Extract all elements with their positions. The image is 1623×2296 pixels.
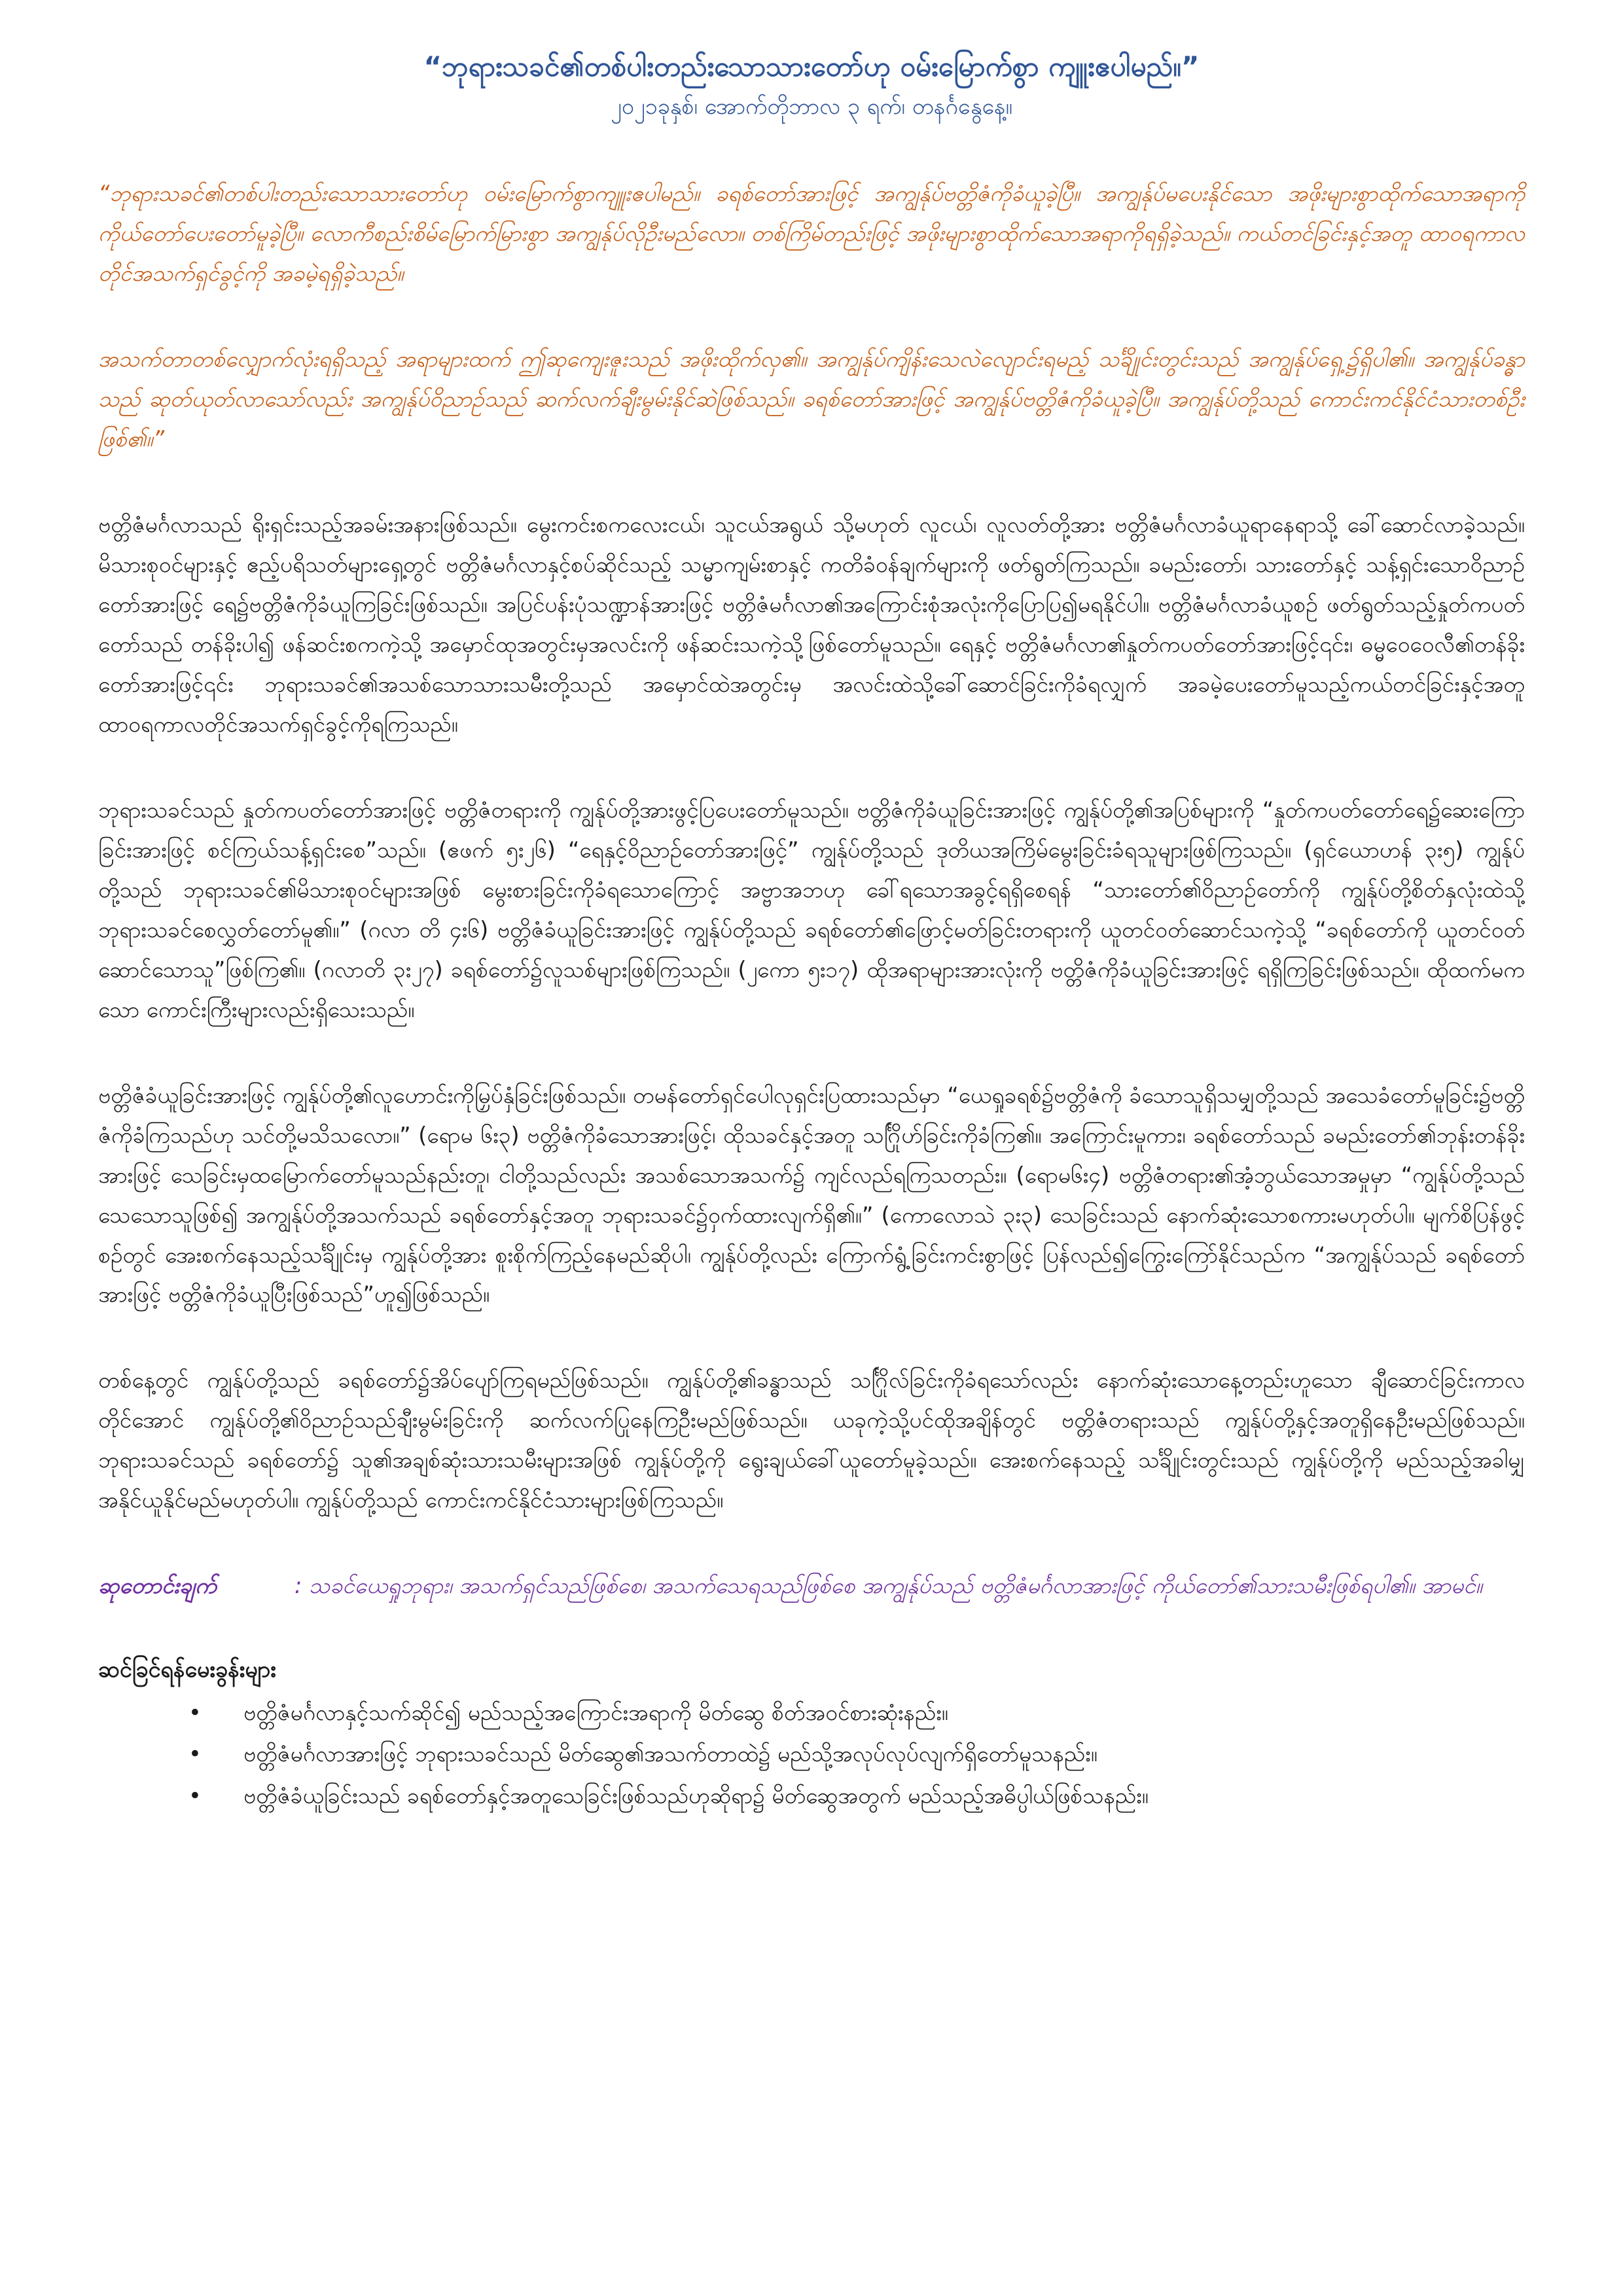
list-item [98,1733,1525,1775]
body-paragraph: တစ်နေ့တွင် ကျွန်ုပ်တို့သည် ခရစ်တော်၌အိပ်ပျော်ကြရမည်ဖြစ်သည်။ ကျွန်ုပ်တို့၏ခန္ဓာသည် သင်္ဂြိုလ်ခြင်းကိုခံရသော်လည်း နောက်ဆုံးသောနေ့တည်းဟူသော ချီဆောင်ခြင်းကာလတိုင်အောင် ကျွန်ုပ်တို့၏ဝိညာဉ်သည်ချီးမွမ်းခြင်းကို ဆက်လက်ပြုနေကြဦးမည်ဖြစ်သည်။ ယခုကဲ့သို့ပင်ထိုအချိန်တွင် ဗတ္တိဇံတရားသည် ကျွန်ုပ်တို့နှင့်အတူရှိနေဦးမည်ဖြစ်သည်။ ဘုရားသခင်သည် ခရစ်တော်၌ သူ၏အချစ်ဆုံးသားသမီးများအဖြစ် ကျွန်ုပ်တို့ကို ရွေးချယ်ခေါ်ယူတော်မူခဲ့သည်။ အေးစက်နေသည့် သင်္ချိုင်းတွင်းသည် ကျွန်ုပ်တို့ကို မည်သည့်အခါမျှ အနိုင်ယူနိုင်မည်မဟုတ်ပါ။ ကျွန်ုပ်တို့သည် ကောင်းကင်နိုင်ငံသားများဖြစ်ကြသည်။ [98,1367,1525,1513]
body-paragraph: ဗတ္တိဇံခံယူခြင်းအားဖြင့် ကျွန်ုပ်တို့၏လူဟောင်းကိုမြှပ်နှံခြင်းဖြစ်သည်။ တမန်တော်ရှင်ပေါလုရှင်းပြထားသည်မှာ “ယေရှုခရစ်၌ဗတ္တိဇံကို ခံသောသူရှိသမျှတို့သည် အသေခံတော်မူခြင်း၌ဗတ္တိဇံကိုခံကြသည်ဟု သင်တို့မသိသလော။” (ရောမ ၆း၃) ဗတ္တိဇံကိုခံသောအားဖြင့်၊ ထိုသခင်နှင့်အတူ သင်္ဂြိုဟ်ခြင်းကိုခံကြ၏။ အကြောင်းမူကား၊ ခရစ်တော်သည် ခမည်းတော်၏ဘုန်းတန်ခိုးအားဖြင့် သေခြင်းမှထမြောက်တော်မူသည်နည်းတူ၊ ငါတို့သည်လည်း အသစ်သောအသက်၌ ကျင်လည်ရကြသတည်း။ (ရောမ၆း၄) ဗတ္တိဇံတရား၏အံ့ဘွယ်သောအမှုမှာ “ကျွန်ုပ်တို့သည် သေသောသူဖြစ်၍ အကျွန်ုပ်တို့အသက်သည် ခရစ်တော်နှင့်အတူ ဘုရားသခင်၌ဝှက်ထားလျက်ရှိ၏။” (ကောလောသဲ ၃း၃) သေခြင်းသည် နောက်ဆုံးသောစကားမဟုတ်ပါ။ မျက်စိပြန်ဖွင့်စဉ်တွင် အေးစက်နေသည့်သင်္ချိုင်းမှ ကျွန်ုပ်တို့အား စူးစိုက်ကြည့်နေမည်ဆိုပါ၊ ကျွန်ုပ်တို့လည်း ကြောက်ရွံ့ခြင်းကင်းစွာဖြင့် ပြန်လည်၍ကြွေးကြော်နိုင်သည်က “အကျွန်ုပ်သည် ခရစ်တော်အားဖြင့် ဗတ္တိဇံကိုခံယူပြီးဖြစ်သည်”ဟူ၍ဖြစ်သည်။ [98,1082,1525,1308]
quote-paragraph: “ဘုရားသခင်၏တစ်ပါးတည်းသောသားတော်ဟု ဝမ်းမြောက်စွာကျူးဧပါမည်။ ခရစ်တော်အားဖြင့် အကျွန်ုပ်ဗတ္တိဇံကိုခံယူခဲ့ပြီ။ အကျွန်ုပ်မပေးနိုင်သော အဖိုးများစွာထိုက်သောအရာကို ကိုယ်တော်ပေးတော်မူခဲ့ပြီ။ လောကီစည်းစိမ်မြောက်မြားစွာ အကျွန်ုပ်လိုဦးမည်လော။ တစ်ကြိမ်တည်းဖြင့် အဖိုးများစွာထိုက်သောအရာကိုရရှိခဲ့သည်။ ကယ်တင်ခြင်းနှင့်အတူ ထာဝရကာလတိုင်အသက်ရှင်ခွင့်ကို အခမဲ့ရရှိခဲ့သည်။ [98,181,1525,287]
body-paragraph: ဗတ္တိဇံမင်္ဂလာသည် ရိုးရှင်းသည့်အခမ်းအနားဖြစ်သည်။ မွေးကင်းစကလေးငယ်၊ သူငယ်အရွယ် သို့မဟုတ် လူငယ်၊ လူလတ်တို့အား ဗတ္တိဇံမင်္ဂလာခံယူရာနေရာသို့ ခေါ်ဆောင်လာခဲ့သည်။ မိသားစုဝင်များနှင့် ဧည့်ပရိသတ်များရှေ့တွင် ဗတ္တိဇံမင်္ဂလာနှင့်စပ်ဆိုင်သည့် သမ္မာကျမ်းစာနှင့် ကတိခံဝန်ချက်များကို ဖတ်ရွတ်ကြသည်။ ခမည်းတော်၊ သားတော်နှင့် သန့်ရှင်းသောဝိညာဉ်တော်အားဖြင့် ရေ၌ဗတ္တိဇံကိုခံယူကြခြင်းဖြစ်သည်။ အပြင်ပန်းပုံသဏ္ဍာန်အားဖြင့် ဗတ္တိဇံမင်္ဂလာ၏အကြောင်းစုံအလုံးကိုပြောပြ၍မရနိုင်ပါ။ ဗတ္တိဇံမင်္ဂလာခံယူစဉ် ဖတ်ရွတ်သည့်နှုတ်ကပတ်တော်သည် တန်ခိုးပါ၍ ဖန်ဆင်းစကကဲ့သို့ အမှောင်ထုအတွင်းမှအလင်းကို ဖန်ဆင်းသကဲ့သို့ဖြစ်တော်မူသည်။ ရေနှင့် ဗတ္တိဇံမင်္ဂလာ၏နှုတ်ကပတ်တော်အားဖြင့်၎င်း၊ ဓမ္မဝေဝေလီ၏တန်ခိုးတော်အားဖြင့်၎င်း ဘုရားသခင်၏အသစ်သောသားသမီးတို့သည် အမှောင်ထဲအတွင်းမှ အလင်းထဲသို့ခေါ်ဆောင်ခြင်းကိုခံရလျှက် အခမဲ့ပေးတော်မူသည့်ကယ်တင်ခြင်းနှင့်အတူ ထာဝရကာလတိုင်အသက်ရှင်ခွင့်ကိုရကြသည်။ [98,512,1525,737]
list-item [98,1775,1525,1817]
bullet-icon: • [188,1782,202,1808]
document-title: “ဘုရားသခင်၏တစ်ပါးတည်းသောသားတော်ဟု ဝမ်းမြောက်စွာ ကျူးဧပါမည်။” [423,50,1200,82]
bullet-icon: • [188,1741,202,1767]
prayer-label: ဆုတောင်းချက် [98,1573,217,1599]
prayer-block [98,1566,1525,1606]
questions-list [98,1692,1525,1817]
quote-paragraph: အသက်တာတစ်လျှောက်လုံးရရှိသည့် အရာများထက် ဤဆုကျေးဇူးသည် အဖိုးထိုက်လှ၏။ အကျွန်ုပ်ကျိန်းသေလဲလျောင်းရမည့် သင်္ချိုင်းတွင်းသည် အကျွန်ုပ်ရှေ့၌ရှိပါ၏။ အကျွန်ုပ်ခန္ဓာသည် ဆုတ်ယုတ်လာသော်လည်း အကျွန်ုပ်ဝိညာဉ်သည် ဆက်လက်ချီးမွမ်းနိုင်ဆဲဖြစ်သည်။ ခရစ်တော်အားဖြင့် အကျွန်ုပ်ဗတ္တိဇံကိုခံယူခဲ့ပြီ။ အကျွန်ုပ်တို့သည် ကောင်းကင်နိုင်ငံသားတစ်ဦးဖြစ်၏။” [98,346,1525,452]
prayer-text: : သခင်ယေရှုဘုရား၊ အသက်ရှင်သည်ဖြစ်စေ၊ အသက်သေရသည်ဖြစ်စေ အကျွန်ုပ်သည် ဗတ္တိဇံမင်္ဂလာအားဖြင့် ကိုယ်တော်၏သားသမီးဖြစ်ရပါ၏။ အာမင်။ [294,1573,1483,1599]
list-item [98,1692,1525,1734]
questions-heading: ဆင်ခြင်ရန်မေးခွန်းများ [98,1657,276,1683]
body-paragraph: ဘုရားသခင်သည် နှုတ်ကပတ်တော်အားဖြင့် ဗတ္တိဇံတရားကို ကျွန်ုပ်တို့အားဖွင့်ပြပေးတော်မူသည်။ ဗတ္တိဇံကိုခံယူခြင်းအားဖြင့် ကျွန်ုပ်တို့၏အပြစ်များကို “နှုတ်ကပတ်တော်ရေ၌ဆေးကြောခြင်းအားဖြင့် စင်ကြယ်သန့်ရှင်းစေ”သည်။ (ဧဖက် ၅း၂၆) “ရေနှင့်ဝိညာဉ်တော်အားဖြင့်” ကျွန်ုပ်တို့သည် ဒုတိယအကြိမ်မွေးခြင်းခံရသူများဖြစ်ကြသည်။ (ရှင်ယောဟန် ၃း၅) ကျွန်ုပ်တို့သည် ဘုရားသခင်၏မိသားစုဝင်များအဖြစ် မွေးစားခြင်းကိုခံရသောကြောင့် အဗ္ဗာအဘဟု ခေါ်ရသောအခွင့်ရရှိစေရန် “သားတော်၏ဝိညာဉ်တော်ကို ကျွန်ုပ်တို့စိတ်နှလုံးထဲသို့ ဘုရားသခင်စေလွှတ်တော်မူ၏။” (ဂလာ တိ ၄း၆) ဗတ္တိဇံခံယူခြင်းအားဖြင့် ကျွန်ုပ်တို့သည် ခရစ်တော်၏ဖြောင့်မတ်ခြင်းတရားကို ယူတင်ဝတ်ဆောင်သကဲ့သို့ “ခရစ်တော်ကို ယူတင်ဝတ်ဆောင်သောသူ”ဖြစ်ကြ၏။ (ဂလာတိ ၃း၂၇) ခရစ်တော်၌လူသစ်များဖြစ်ကြသည်။ (၂ကော ၅း၁၇) ထိုအရာများအားလုံးကို ဗတ္တိဇံကိုခံယူခြင်းအားဖြင့် ရရှိကြခြင်းဖြစ်သည်။ ထိုထက်မကသော ကောင်းကြီးများလည်းရှိသေးသည်။ [98,797,1525,1022]
document-page [98,47,1525,1817]
question-text: ဗတ္တိဇံမင်္ဂလာအားဖြင့် ဘုရားသခင်သည် မိတ်ဆွေ၏အသက်တာထဲ၌ မည်သို့အလုပ်လုပ်လျက်ရှိတော်မူသနည်း။ [243,1741,1097,1767]
bullet-icon: • [188,1699,202,1725]
document-date: ၂၀၂၁ခုနှစ်၊ အောက်တိုဘာလ ၃ ရက်၊ တနင်္ဂနွေနေ့။ [611,93,1012,120]
question-text: ဗတ္တိဇံခံယူခြင်းသည် ခရစ်တော်နှင့်အတူသေခြင်းဖြစ်သည်ဟုဆိုရာ၌ မိတ်ဆွေအတွက် မည်သည့်အဓိပ္ပါယ်ဖြစ်သနည်း။ [243,1782,1149,1808]
question-text: ဗတ္တိဇံမင်္ဂလာနှင့်သက်ဆိုင်၍ မည်သည့်အကြောင်းအရာကို မိတ်ဆွေ စိတ်အဝင်စားဆုံးနည်း။ [243,1699,948,1725]
